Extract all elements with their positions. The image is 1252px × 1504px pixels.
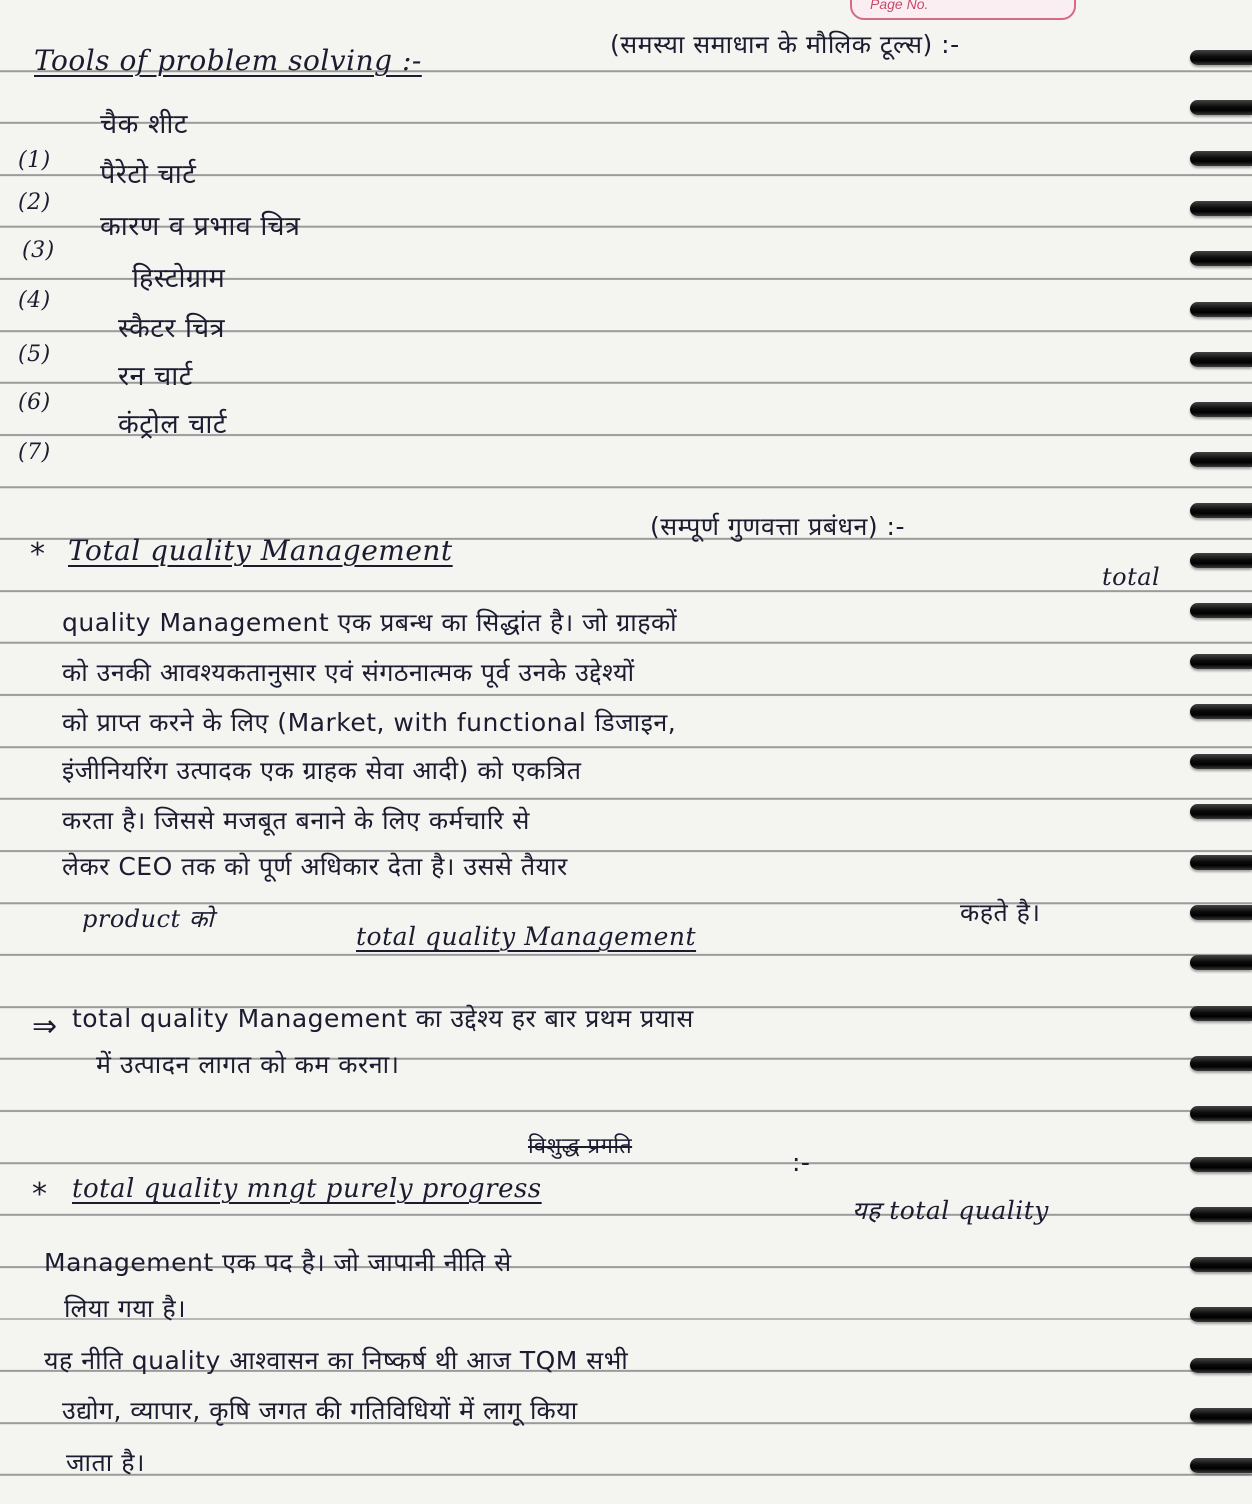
tool-number: (2)	[18, 190, 51, 215]
tool-number: (3)	[22, 238, 55, 263]
tools-intro: चैक शीट	[100, 109, 188, 140]
spiral-ring	[1190, 804, 1252, 819]
paragraph-line: product को	[82, 905, 214, 933]
spiral-ring	[1190, 1106, 1252, 1121]
tool-item: कंट्रोल चार्ट	[118, 409, 227, 440]
spiral-ring	[1190, 905, 1252, 920]
objective-line: total quality Management का उद्देश्य हर बार प्रथम प्रयास	[72, 1004, 694, 1033]
tool-number: (4)	[18, 288, 51, 313]
tool-number: (7)	[18, 440, 51, 465]
spiral-ring	[1190, 50, 1252, 65]
tool-item: पैरेटो चार्ट	[100, 159, 197, 190]
heading-progress-english: total quality mngt purely progress	[72, 1174, 542, 1204]
paragraph-line: यह नीति quality आश्वासन का निष्कर्ष थी आज TQM सभी	[44, 1346, 629, 1375]
spiral-ring	[1190, 100, 1252, 115]
spiral-ring	[1190, 352, 1252, 367]
tool-item: हिस्टोग्राम	[132, 263, 226, 294]
spiral-ring	[1190, 1056, 1252, 1071]
tool-number: (5)	[18, 342, 51, 367]
spiral-ring	[1190, 1157, 1252, 1172]
paragraph-line: quality Management एक प्रबन्ध का सिद्धांत है। जो ग्राहकों	[62, 608, 678, 637]
spiral-ring	[1190, 654, 1252, 669]
paragraph-line: को उनकी आवश्यकतानुसार एवं संगठनात्मक पूर्व उनके उद्देश्यों	[62, 658, 635, 687]
heading-tools-english: Tools of problem solving :-	[34, 44, 422, 77]
spiral-ring	[1190, 503, 1252, 518]
spiral-ring	[1190, 302, 1252, 317]
spiral-ring	[1190, 754, 1252, 769]
asterisk-marker: *	[32, 1177, 48, 1212]
heading-progress-colon: :-	[792, 1148, 811, 1177]
spiral-ring	[1190, 452, 1252, 467]
spiral-ring	[1190, 1257, 1252, 1272]
arrow-marker: ⇒	[32, 1009, 58, 1044]
spiral-ring	[1190, 1408, 1252, 1423]
spiral-ring	[1190, 151, 1252, 166]
spiral-ring	[1190, 1307, 1252, 1322]
spiral-ring	[1190, 1358, 1252, 1373]
paragraph-line: लेकर CEO तक को पूर्ण अधिकार देता है। उससे तैयार	[62, 852, 568, 881]
spiral-ring	[1190, 1207, 1252, 1222]
heading-tqm-tail: total	[1102, 563, 1161, 591]
heading-tqm-hindi: (सम्पूर्ण गुणवत्ता प्रबंधन) :-	[650, 512, 905, 541]
spiral-ring	[1190, 201, 1252, 216]
heading-tools-hindi: (समस्या समाधान के मौलिक टूल्स) :-	[610, 30, 960, 59]
objective-line: में उत्पादन लागत को कम करना।	[96, 1050, 400, 1079]
paragraph-line: जाता है।	[66, 1448, 145, 1477]
heading-tqm-english: Total quality Management	[68, 534, 453, 567]
heading-progress-tail: यह total quality	[852, 1196, 1049, 1225]
spiral-ring	[1190, 704, 1252, 719]
tqm-underlined-term: total quality Management	[356, 922, 697, 951]
page-number-label: Page No.	[870, 0, 929, 12]
paragraph-line: कहते है।	[960, 898, 1041, 927]
spiral-ring	[1190, 1458, 1252, 1473]
tool-item: स्कैटर चित्र	[118, 313, 226, 344]
tool-item: रन चार्ट	[118, 361, 193, 392]
tool-number: (1)	[18, 148, 51, 173]
spiral-ring	[1190, 603, 1252, 618]
asterisk-marker: *	[30, 537, 46, 572]
spiral-ring	[1190, 955, 1252, 970]
paragraph-line: लिया गया है।	[64, 1294, 187, 1323]
spiral-ring	[1190, 855, 1252, 870]
paragraph-line: इंजीनियरिंग उत्पादक एक ग्राहक सेवा आदी) को एकत्रित	[62, 756, 582, 785]
tool-number: (6)	[18, 390, 51, 415]
spiral-ring	[1190, 1006, 1252, 1021]
spiral-ring	[1190, 553, 1252, 568]
page-number-tab	[850, 0, 1076, 20]
tool-item: कारण व प्रभाव चित्र	[100, 211, 301, 242]
paragraph-line: करता है। जिससे मजबूत बनाने के लिए कर्मचारि से	[62, 806, 530, 835]
struck-note: विशुद्ध प्रगति	[528, 1134, 633, 1159]
spiral-ring	[1190, 251, 1252, 266]
paragraph-line: Management एक पद है। जो जापानी नीति से	[44, 1248, 512, 1277]
paragraph-line: उद्योग, व्यापार, कृषि जगत की गतिविधियों में लागू किया	[62, 1396, 578, 1425]
spiral-ring	[1190, 402, 1252, 417]
spiral-binding	[1182, 0, 1252, 1504]
paragraph-line: को प्राप्त करने के लिए (Market, with functional डिजाइन,	[62, 708, 677, 737]
